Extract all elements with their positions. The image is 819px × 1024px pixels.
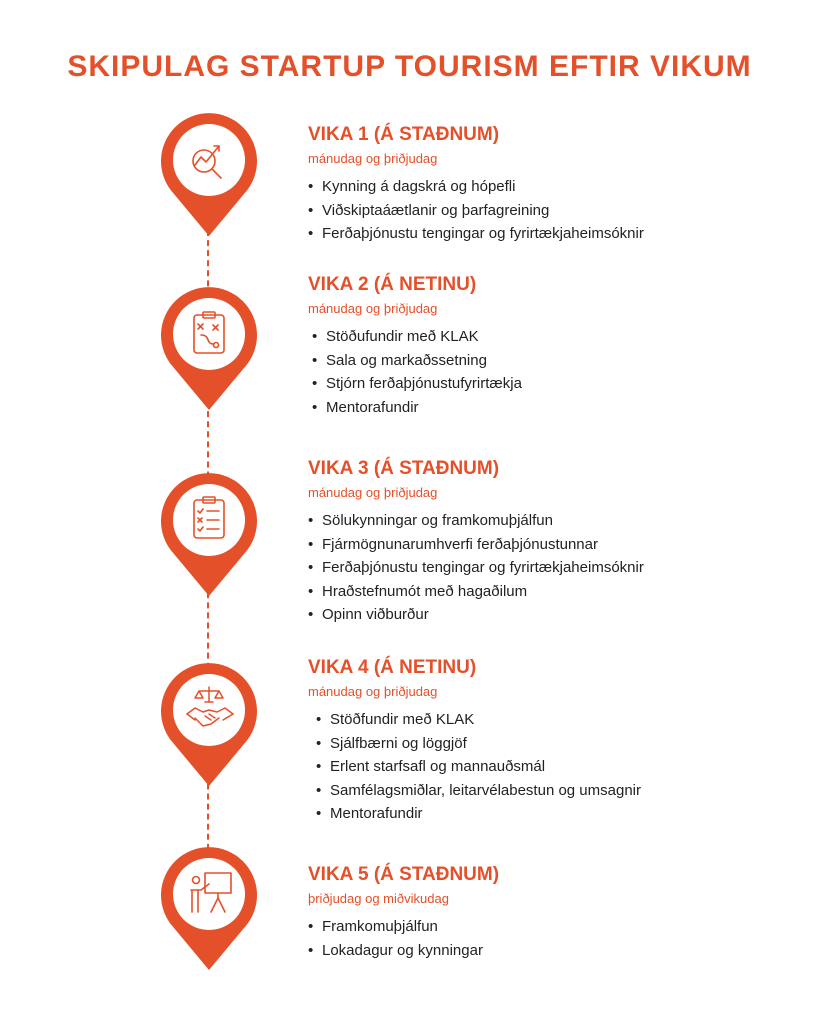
list-item: • Stjórn ferðaþjónustufyrirtækja <box>312 372 788 396</box>
week-1-list <box>308 175 788 246</box>
list-item: • Opinn viðburður <box>308 603 788 627</box>
week-2-pin <box>161 286 257 410</box>
list-item: • Fjármögnunarumhverfi ferðaþjónustunnar <box>308 533 788 557</box>
list-item: • Hraðstefnumót með hagaðilum <box>308 580 788 604</box>
week-3-list <box>308 509 788 627</box>
week-2-list <box>312 325 788 419</box>
week-4-heading: VIKA 4 (Á NETINU) <box>308 657 477 678</box>
list-item: • Framkomuþjálfun <box>308 915 788 939</box>
week-3-heading: VIKA 3 (Á STAÐNUM) <box>308 458 500 479</box>
week-3-pin <box>161 472 257 596</box>
week-1-pin <box>161 112 257 236</box>
page-title: SKIPULAG STARTUP TOURISM EFTIR VIKUM <box>67 50 752 83</box>
list-item: • Sala og markaðssetning <box>312 349 788 373</box>
list-item: • Mentorafundir <box>316 802 788 826</box>
week-4-days: mánudag og þriðjudag <box>308 684 438 699</box>
week-5-pin <box>161 846 257 970</box>
list-item: • Sjálfbærni og löggjöf <box>316 732 788 756</box>
week-1 <box>308 123 788 246</box>
list-item: • Ferðaþjónustu tengingar og fyrirtækjaheimsóknir <box>308 556 788 580</box>
week-5-days: þriðjudag og miðvikudag <box>308 891 449 906</box>
list-item: • Ferðaþjónustu tengingar og fyrirtækjaheimsóknir <box>308 222 788 246</box>
list-item: • Stöðufundir með KLAK <box>312 325 788 349</box>
list-item: • Lokadagur og kynningar <box>308 939 788 963</box>
list-item: • Mentorafundir <box>312 396 788 420</box>
week-3 <box>308 457 788 627</box>
week-3-days: mánudag og þriðjudag <box>308 485 438 500</box>
week-4-list <box>316 708 788 826</box>
list-item: • Kynning á dagskrá og hópefli <box>308 175 788 199</box>
week-1-heading: VIKA 1 (Á STAÐNUM) <box>308 124 500 145</box>
list-item: • Viðskiptaáætlanir og þarfagreining <box>308 199 788 223</box>
week-5-heading: VIKA 5 (Á STAÐNUM) <box>308 864 500 885</box>
week-5 <box>308 863 788 962</box>
list-item: • Sölukynningar og framkomuþjálfun <box>308 509 788 533</box>
week-2 <box>308 273 788 419</box>
week-2-heading: VIKA 2 (Á NETINU) <box>308 274 477 295</box>
list-item: • Samfélagsmiðlar, leitarvélabestun og umsagnir <box>316 779 788 803</box>
week-4-pin <box>161 662 257 786</box>
week-5-list <box>308 915 788 962</box>
week-1-days: mánudag og þriðjudag <box>308 151 438 166</box>
week-4 <box>308 656 788 826</box>
week-2-days: mánudag og þriðjudag <box>308 301 438 316</box>
list-item: • Erlent starfsafl og mannauðsmál <box>316 755 788 779</box>
list-item: • Stöðfundir með KLAK <box>316 708 788 732</box>
